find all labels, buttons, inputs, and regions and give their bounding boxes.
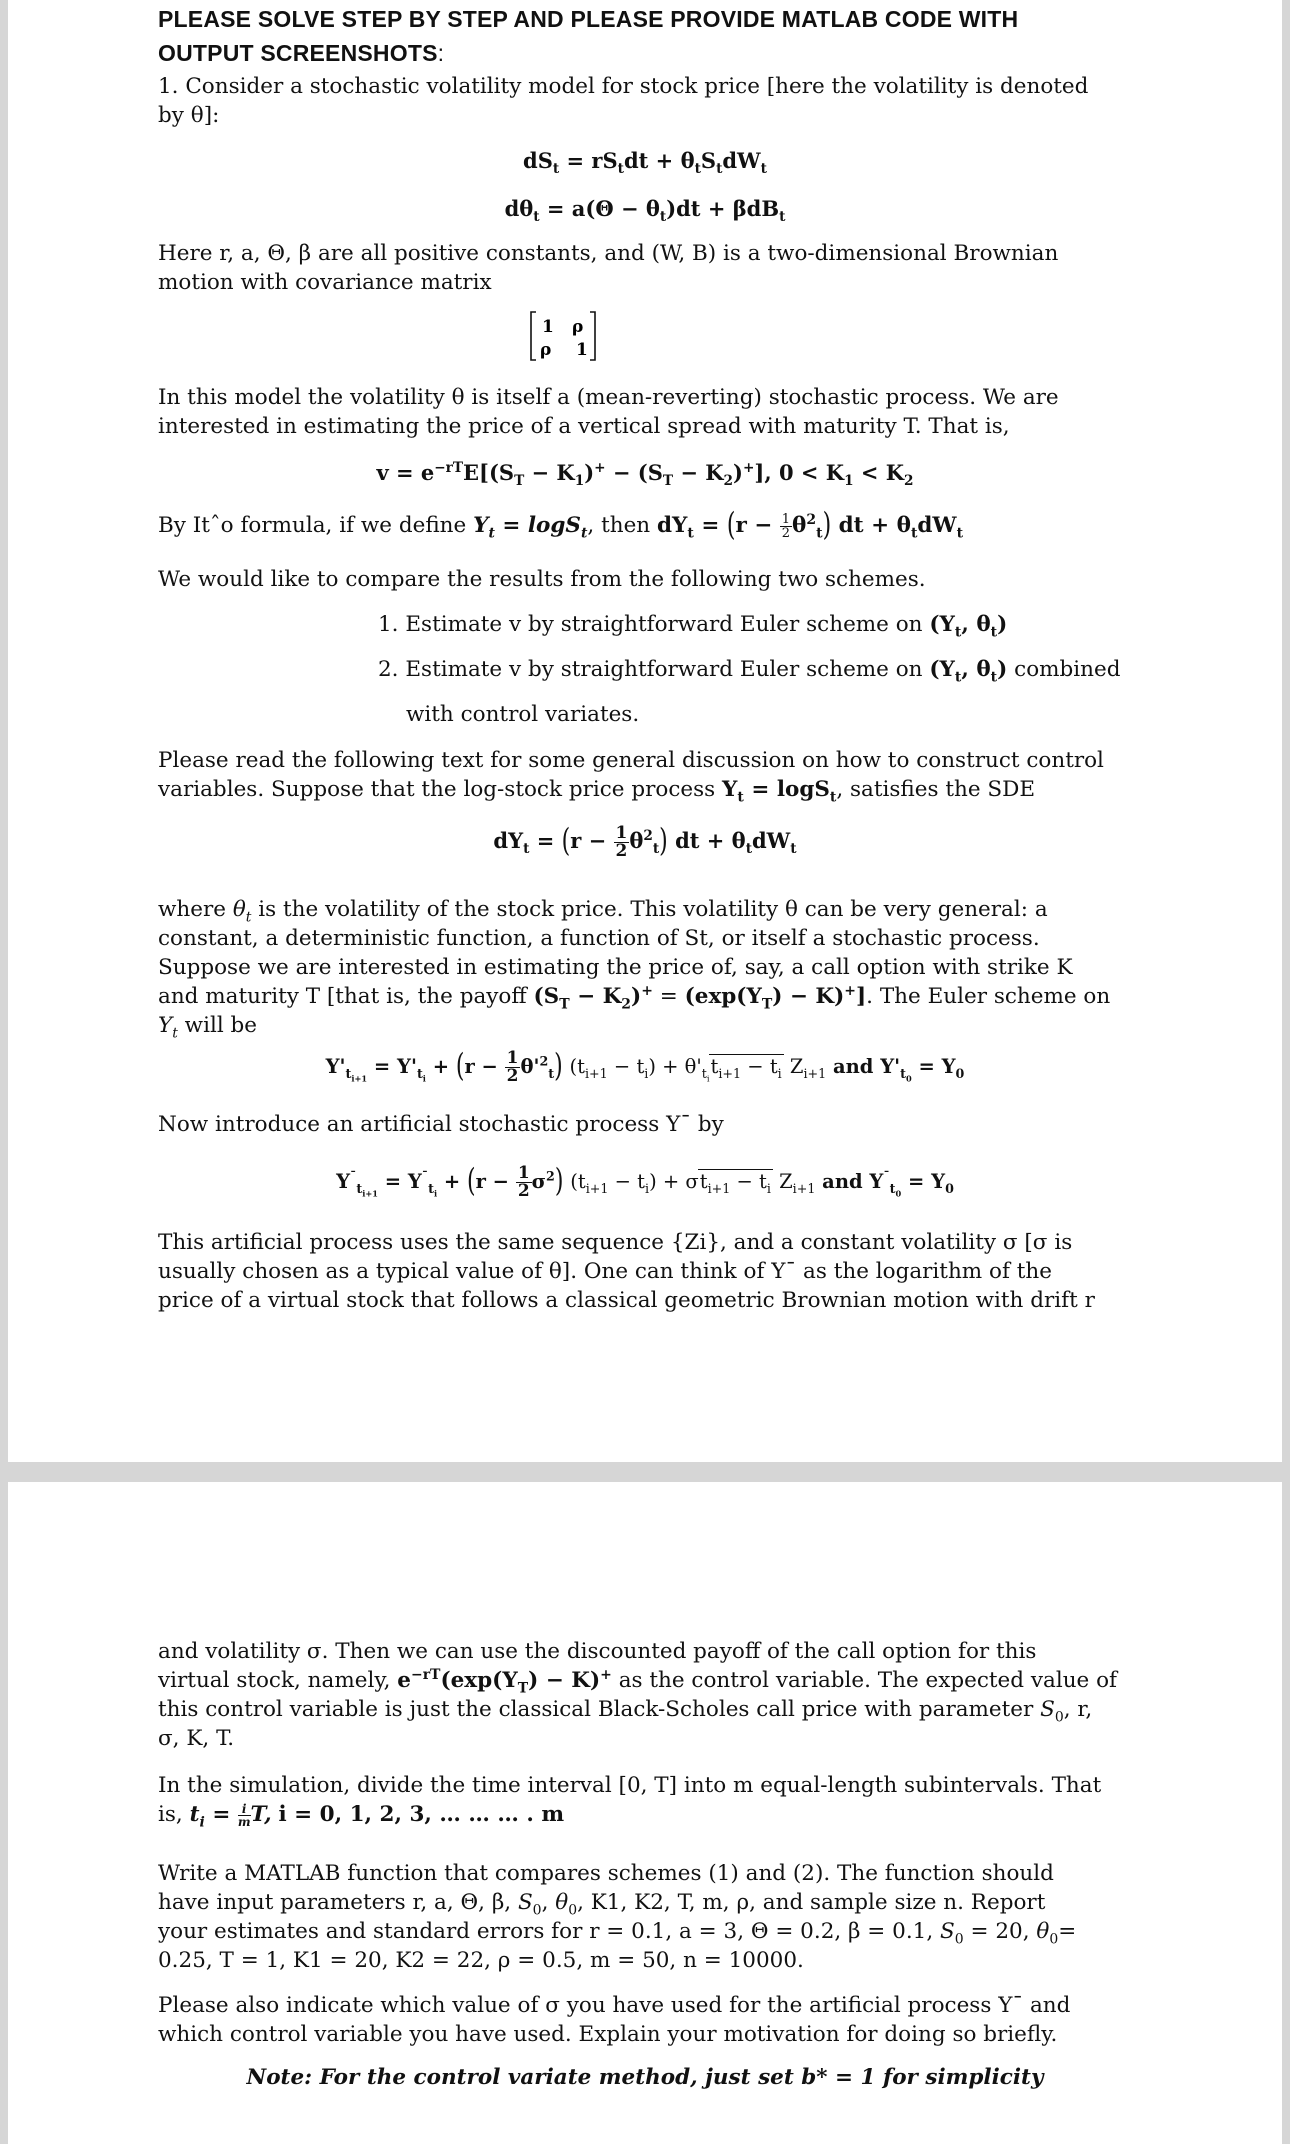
intro-line-2: by θ]: (158, 103, 220, 128)
artificial-line-3: price of a virtual stock that follows a classical geometric Brownian motion with drift r (158, 1288, 1095, 1313)
sigma-line-1: Please also indicate which value of σ you have used for the artificial process Y¯ and (158, 1993, 1071, 2018)
constants-line-2: motion with covariance matrix (158, 270, 492, 295)
constants-line-1: Here r, a, Θ, β are all positive constants, and (W, B) is a two-dimensional Brownian (158, 241, 1059, 266)
vol-line-3a: this control variable is just the classical Black-Scholes call price with parameter (158, 1697, 1034, 1722)
where-line-4a: and maturity T [that is, the payoff (158, 984, 527, 1009)
scheme-1: 1. Estimate v by straightforward Euler scheme on ($Y_t$, $\theta_t$) (378, 612, 1008, 641)
model-line-1: In this model the volatility θ is itself a (mean-reverting) stochastic process. We are (158, 385, 1059, 410)
document-page-2 (8, 1482, 1282, 2144)
paragraph-read: Please read the following text for some general discussion on how to construct control variables. Suppose that the log-stock price process $Y_t = \log S_t$, satisfies the SDE (158, 748, 1104, 806)
heading-line-2: OUTPUT SCREENSHOTS (158, 40, 438, 66)
scheme-1-text: 1. Estimate v by straightforward Euler scheme on (378, 612, 923, 637)
scheme-2-text: 2. Estimate v by straightforward Euler scheme on (378, 657, 923, 682)
equation-log-sde: $dY_t = (r$ − $\frac{1}{2}$ $\theta^2_t$) dt + $\theta_tdW_t$ (493, 823, 797, 861)
read-line-1: Please read the following text for some general discussion on how to construct control (158, 748, 1104, 773)
write-line-3: your estimates and standard errors for r = 0.1, a = 3, Θ = 0.2, β = 0.1, (158, 1919, 934, 1944)
matrix-cell-12: ρ (572, 317, 584, 337)
where-line-5: will be (184, 1013, 258, 1038)
vol-line-4: σ, K, T. (158, 1726, 235, 1751)
model-line-2: interested in estimating the price of a vertical spread with maturity T. That is, (158, 414, 1010, 439)
problem-intro (158, 72, 1143, 130)
note: Note: For the control variate method, just set b* = 1 for simplicity (246, 2065, 1044, 2090)
ito-prefix: By Itˆo formula, if we define (158, 513, 467, 538)
equation-spread-price: $v = e^{-rT}E[(S_T - K_1)^+ - (S_T - K_2)^+]$, $0 < K_1 < K_2$ (376, 460, 914, 490)
matrix-cell-21: ρ (540, 340, 552, 360)
equation-euler: $Y'_{t_{i+1}} = Y'_{t_i} + (r$ − $\frac{1}{2}$ $\theta'^2_t$) $(t_{i+1} - t_i) + \theta'_{t_i}t_{i+1} - t_i$ $Z_{i+1}$ and $Y'_{t_0} = Y_0$ (325, 1048, 965, 1086)
paragraph-ito: By Itˆo formula, if we define $Y_t = \log S_t$, then $dY_t = (r$ − $\frac{1}{2}$ $\theta^2_t$) dt + $\theta_tdW_t$ (158, 507, 964, 544)
vol-line-1: and volatility σ. Then we can use the discounted payoff of the call option for this (158, 1639, 1037, 1664)
write-line-4: 0.25, T = 1, K1 = 20, K2 = 22, ρ = 0.5, m = 50, n = 10000. (158, 1948, 804, 1973)
read-line-2b: , satisfies the SDE (836, 777, 1036, 802)
heading-line-1: PLEASE SOLVE STEP BY STEP AND PLEASE PROVIDE MATLAB CODE WITH (158, 6, 1019, 32)
equation-vol-sde: $d\theta_t = a(\Theta - \theta_t)dt + \beta dB_t$ (504, 196, 786, 226)
sigma-line-2: which control variable you have used. Explain your motivation for doing so briefly. (158, 2022, 1058, 2047)
covariance-matrix (528, 310, 598, 362)
paragraph-volatility: and volatility σ. Then we can use the discounted payoff of the call option for this virtual stock, namely, $e^{-rT}(\exp(Y_T) - K)^+$ as the control variable. The expected value of this control variable is just the classical Black-Scholes call price with parameter $S_0$, r, σ, K, T. (158, 1639, 1118, 1751)
matrix-cell-22: 1 (576, 340, 588, 360)
where-line-2: constant, a deterministic function, a function of St, or itself a stochastic process. (158, 926, 1040, 951)
ito-then: , then (587, 513, 651, 538)
paragraph-where: where $\theta_t$ is the volatility of the stock price. This volatility θ can be very general: a constant, a deterministic function, a function of St, or itself a stochastic process. Suppose we are interested in estimating the price of, say, a call option with strike K and maturity T [that is, the payoff $(S_T - K_2)^+ = (\exp(Y_T) - K)^+$]. The Euler scheme on $Y_t$ will be (158, 897, 1111, 1042)
paragraph-constants (158, 239, 1143, 297)
write-line-1: Write a MATLAB function that compares schemes (1) and (2). The function should (158, 1861, 1054, 1886)
intro-line-1: 1. Consider a stochastic volatility model for stock price [here the volatility is denoted (158, 74, 1089, 99)
scheme-2-tail: combined (1014, 657, 1121, 682)
read-line-2a: variables. Suppose that the log-stock price process (158, 777, 716, 802)
heading-colon: : (437, 40, 445, 66)
eq-ds-label: dS (523, 148, 553, 173)
paragraph-simulation: In the simulation, divide the time interval [0, T] into m equal-length subintervals. That is, $t_i$ = $\frac{i}{m}$ T, i = 0, 1, 2, 3, … … … . m (158, 1773, 1102, 1831)
where-line-1: is the volatility of the stock price. This volatility θ can be very general: a (258, 897, 1048, 922)
write-line-2b: , and sample size n. Report (749, 1890, 1046, 1915)
scheme-2: 2. Estimate v by straightforward Euler scheme on ($Y_t$, $\theta_t$) combined (378, 657, 1121, 686)
sim-line-2a: is, (158, 1802, 183, 1827)
matrix-cell-11: 1 (542, 317, 554, 337)
sim-line-1: In the simulation, divide the time interval [0, T] into m equal-length subintervals. That (158, 1773, 1102, 1798)
paragraph-model (158, 383, 1143, 441)
vol-line-2b: as the control variable. The expected value of (618, 1668, 1118, 1693)
write-line-3b: = 20, (970, 1919, 1030, 1944)
where-line-4b: . The Euler scheme on (866, 984, 1111, 1009)
scheme-2-line-2: with control variates. (406, 702, 640, 727)
paragraph-artificial (158, 1228, 1143, 1315)
eq-dtheta-label: dθ (504, 196, 534, 221)
document-page-1 (8, 0, 1282, 1462)
artificial-line-1: This artificial process uses the same sequence {Zi}, and a constant volatility σ [σ is (158, 1230, 1073, 1255)
vol-line-2a: virtual stock, namely, (158, 1668, 391, 1693)
sim-line-2b: i = 0, 1, 2, 3, … … … . m (278, 1802, 565, 1827)
vol-line-3b: , r, (1063, 1697, 1093, 1722)
paragraph-sigma (158, 1991, 1143, 2049)
heading (158, 2, 1143, 70)
equation-stock-sde: $dS_t = rS_tdt + \theta_tS_tdW_t$ (523, 148, 767, 178)
equation-artificial: $Y^¯_{t_{i+1}} = Y^¯_{t_i} + (r$ − $\frac{1}{2}$ $\sigma^2$) $(t_{i+1} - t_i) + \sigma t_{i+1} - t_i$ $Z_{i+1}$ and $Y^¯_{t_0} = Y_0$ (336, 1163, 954, 1201)
artificial-line-2: usually chosen as a typical value of θ]. One can think of Y¯ as the logarithm of the (158, 1259, 1052, 1284)
paragraph-compare: We would like to compare the results from the following two schemes. (158, 567, 926, 592)
paragraph-artificial-intro: Now introduce an artificial stochastic process Y¯ by (158, 1112, 724, 1137)
where-line-3: Suppose we are interested in estimating the price of, say, a call option with strike K (158, 955, 1073, 980)
paragraph-write: Write a MATLAB function that compares schemes (1) and (2). The function should have input parameters r, a, Θ, β, $S_0$, $\theta_0$, K1, K2, T, m, ρ, and sample size n. Report your estimates and standard errors for r = 0.1, a = 3, Θ = 0.2, β = 0.1, $S_0 = 20$, $\theta_0=$ 0.25, T = 1, K1 = 20, K2 = 22, ρ = 0.5, m = 50, n = 10000. (158, 1861, 1077, 1973)
